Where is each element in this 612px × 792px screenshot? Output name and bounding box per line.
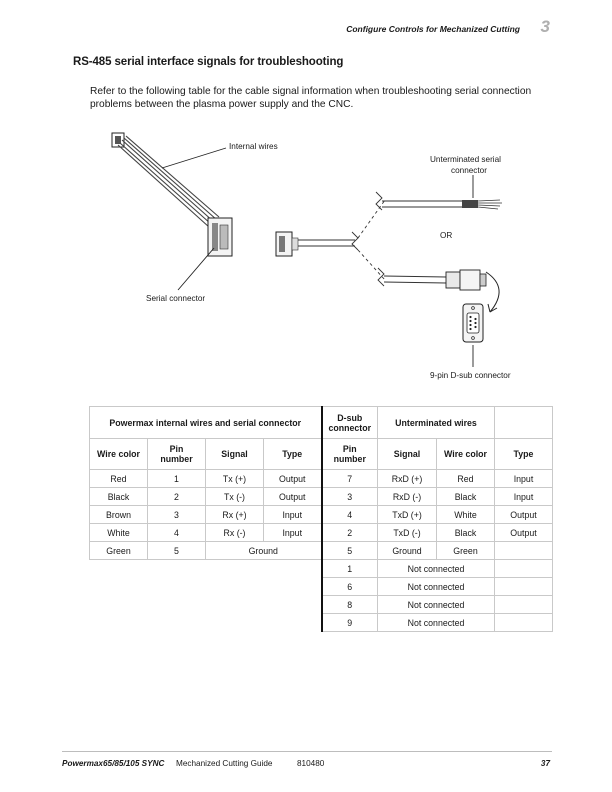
cell-pin: 2 <box>148 488 206 506</box>
cell-u-type: Output <box>495 506 553 524</box>
cell-wire: Black <box>90 488 148 506</box>
serial-connector-label: Serial connector <box>146 294 206 303</box>
cell-dsub: 4 <box>322 506 378 524</box>
internal-wires-icon <box>118 136 219 227</box>
cell-type: Output <box>264 488 322 506</box>
table-row-not-connected <box>90 560 553 578</box>
cell-wire: Green <box>90 542 148 560</box>
section-title: RS-485 serial interface signals for troubleshooting <box>73 56 344 68</box>
cable-connector-icon <box>276 232 298 256</box>
col-dsub-pin <box>322 439 378 470</box>
cell-signal: Tx (-) <box>206 488 264 506</box>
col-pin-line1: Pin <box>169 444 184 454</box>
internal-wires-label: Internal wires <box>229 142 278 151</box>
table-row <box>90 470 553 488</box>
footer-guide: Mechanized Cutting Guide <box>176 759 273 768</box>
group-blank-cell <box>495 407 553 439</box>
table-row <box>90 506 553 524</box>
cell-u-type <box>495 542 553 560</box>
dsub-label: 9-pin D-sub connector <box>430 371 511 380</box>
cell-pin: 5 <box>148 542 206 560</box>
table-row <box>90 524 553 542</box>
intro-paragraph: Refer to the following table for the cable signal information when troubleshooting serial connection problems between the plasma power supply and the CNC. <box>90 86 532 110</box>
col-dsub-pin-line2: number <box>333 454 366 464</box>
cell-u-signal: TxD (+) <box>378 506 437 524</box>
dsub-face-icon <box>463 304 483 342</box>
cell-pin: 3 <box>148 506 206 524</box>
cell-u-wire: Red <box>437 470 495 488</box>
cell-signal: Tx (+) <box>206 470 264 488</box>
cell-dsub: 1 <box>322 560 378 578</box>
cell-dsub: 8 <box>322 596 378 614</box>
running-header-title: Configure Controls for Mechanized Cutting <box>346 24 520 34</box>
cell-type: Output <box>264 470 322 488</box>
cell-dsub: 3 <box>322 488 378 506</box>
cell-type: Input <box>264 506 322 524</box>
unterminated-label-line1: Unterminated serial <box>430 155 501 164</box>
table-row <box>90 488 553 506</box>
group-left-header: Powermax internal wires and serial connector <box>90 407 322 439</box>
col-signal: Signal <box>206 439 264 470</box>
dsub-cable-icon <box>384 270 486 290</box>
unterminated-cable-icon <box>382 200 502 209</box>
col-type: Type <box>264 439 322 470</box>
col-dsub-pin-line1: Pin <box>342 444 357 454</box>
group-mid-line2: connector <box>328 422 372 433</box>
cell-u-type: Input <box>495 488 553 506</box>
cell-u-signal: RxD (-) <box>378 488 437 506</box>
cell-dsub: 5 <box>322 542 378 560</box>
chapter-number: 3 <box>540 17 550 36</box>
cell-dsub: 9 <box>322 614 378 632</box>
cell-u-type: Output <box>495 524 553 542</box>
cell-type: Input <box>264 524 322 542</box>
cell-signal: Rx (-) <box>206 524 264 542</box>
cell-u-wire: Green <box>437 542 495 560</box>
group-mid-header <box>322 407 378 439</box>
cell-u-wire: Black <box>437 488 495 506</box>
group-right-header: Unterminated wires <box>378 407 495 439</box>
page-number: 37 <box>540 759 550 768</box>
cell-wire: Brown <box>90 506 148 524</box>
cell-pin: 1 <box>148 470 206 488</box>
cell-not-connected: Not connected <box>378 596 495 614</box>
col-u-wire-color: Wire color <box>437 439 495 470</box>
col-u-signal: Signal <box>378 439 437 470</box>
cell-not-connected: Not connected <box>378 578 495 596</box>
table-column-header <box>90 439 553 470</box>
footer-product: Powermax65/85/105 SYNC <box>62 759 165 768</box>
or-label: OR <box>440 231 453 240</box>
unterminated-label-line2: connector <box>451 166 487 175</box>
col-wire-color: Wire color <box>90 439 148 470</box>
table-group-header <box>90 407 553 439</box>
cell-u-wire: White <box>437 506 495 524</box>
table-row-ground <box>90 542 553 560</box>
cell-u-signal: TxD (-) <box>378 524 437 542</box>
cell-not-connected: Not connected <box>378 614 495 632</box>
footer-part-number: 810480 <box>297 759 325 768</box>
signal-table <box>89 406 553 632</box>
footer-divider <box>62 751 552 752</box>
cell-u-signal: Ground <box>378 542 437 560</box>
table-row-not-connected <box>90 596 553 614</box>
cell-u-wire: Black <box>437 524 495 542</box>
col-pin-number <box>148 439 206 470</box>
cell-dsub: 2 <box>322 524 378 542</box>
table-row-not-connected <box>90 614 553 632</box>
cell-dsub: 6 <box>322 578 378 596</box>
cell-not-connected: Not connected <box>378 560 495 578</box>
table-row-not-connected <box>90 578 553 596</box>
cell-signal-ground: Ground <box>206 542 322 560</box>
cell-pin: 4 <box>148 524 206 542</box>
group-mid-line1: D-sub <box>337 412 363 423</box>
cell-u-signal: RxD (+) <box>378 470 437 488</box>
cell-u-type: Input <box>495 470 553 488</box>
col-u-type: Type <box>495 439 553 470</box>
cell-signal: Rx (+) <box>206 506 264 524</box>
col-pin-line2: number <box>160 454 193 464</box>
cell-wire: White <box>90 524 148 542</box>
cell-wire: Red <box>90 470 148 488</box>
cell-dsub: 7 <box>322 470 378 488</box>
